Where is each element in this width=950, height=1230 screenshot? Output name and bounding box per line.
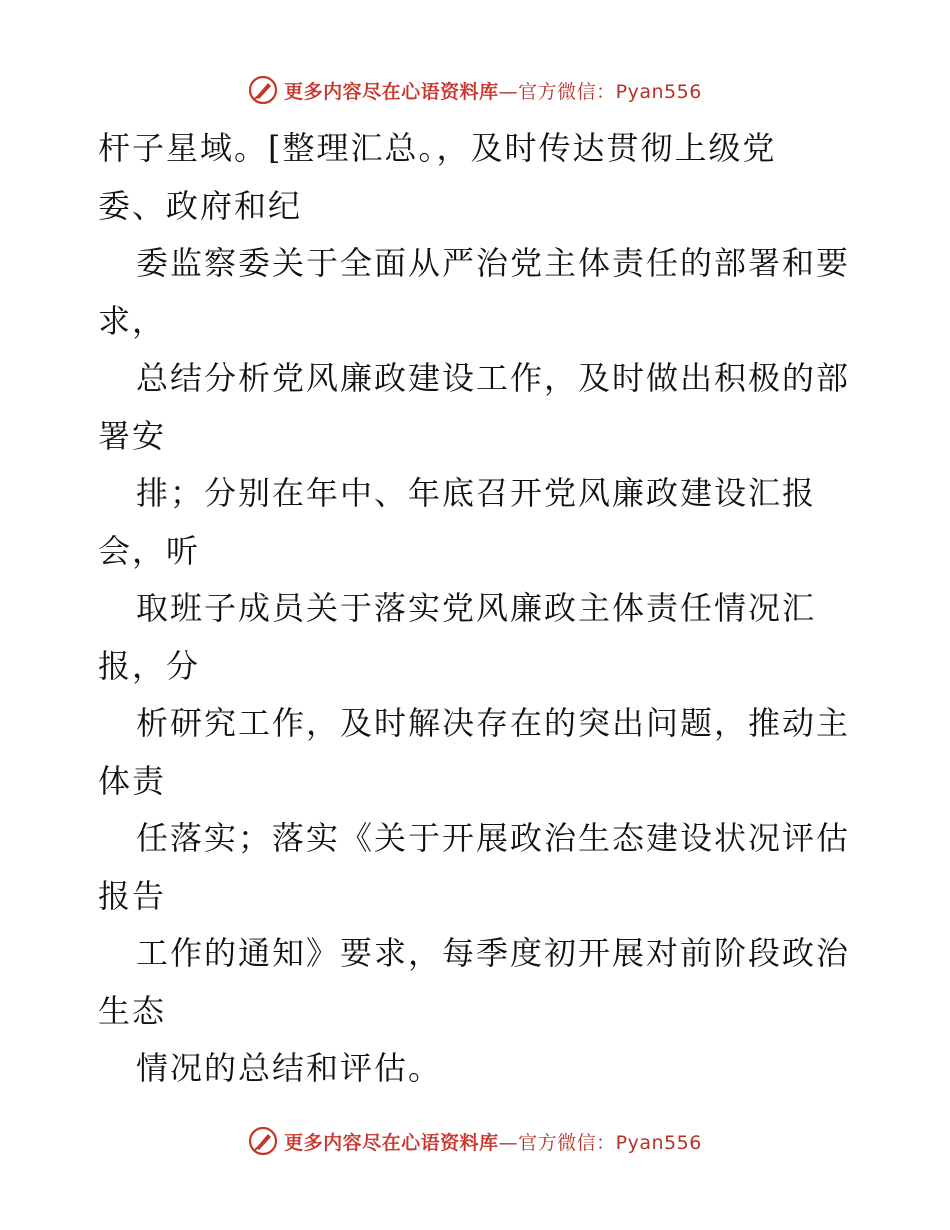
banner-wechat: 官方微信：Pyan556: [518, 80, 702, 103]
paragraph-line: 委、政府和纪: [98, 186, 303, 225]
paragraph-line: 生态: [98, 991, 167, 1030]
paragraph-line: 总结分析党风廉政建设工作，及时做出积极的部: [136, 359, 851, 397]
paragraph-line: 报，分: [98, 646, 201, 685]
paragraph-line: 体责: [98, 761, 167, 800]
header-banner: [0, 70, 950, 110]
banner-text: [284, 1128, 702, 1155]
document-body: [98, 120, 858, 1098]
paragraph-line: 署安: [98, 416, 167, 455]
paragraph-line: 委监察委关于全面从严治党主体责任的部署和要: [136, 244, 851, 282]
paragraph-line: 报告: [98, 876, 167, 915]
quill-seal-icon: [248, 1126, 278, 1156]
banner-text: [284, 77, 702, 104]
banner-wechat: 官方微信：Pyan556: [518, 1131, 702, 1154]
banner-separator: —: [498, 1131, 519, 1154]
paragraph-line: 任落实；落实《关于开展政治生态建设状况评估: [136, 819, 851, 857]
paragraph-line: 析研究工作，及时解决存在的突出问题，推动主: [136, 704, 851, 742]
paragraph-line: 求，: [98, 301, 167, 340]
paragraph-line: 情况的总结和评估。: [136, 1049, 443, 1087]
paragraph-line: 工作的通知》要求，每季度初开展对前阶段政治: [136, 934, 851, 972]
paragraph-line: 会，听: [98, 531, 201, 570]
banner-site-name: 更多内容尽在心语资料库: [284, 1131, 499, 1154]
paragraph-line: 取班子成员关于落实党风廉政主体责任情况汇: [136, 589, 817, 627]
banner-site-name: 更多内容尽在心语资料库: [284, 80, 499, 103]
quill-seal-icon: [248, 75, 278, 105]
paragraph-line: 排；分别在年中、年底召开党风廉政建设汇报: [136, 474, 817, 512]
banner-separator: —: [498, 80, 519, 103]
footer-banner: [0, 1121, 950, 1161]
paragraph-line: 杆子星域。[整理汇总。，及时传达贯彻上级党: [98, 129, 777, 167]
